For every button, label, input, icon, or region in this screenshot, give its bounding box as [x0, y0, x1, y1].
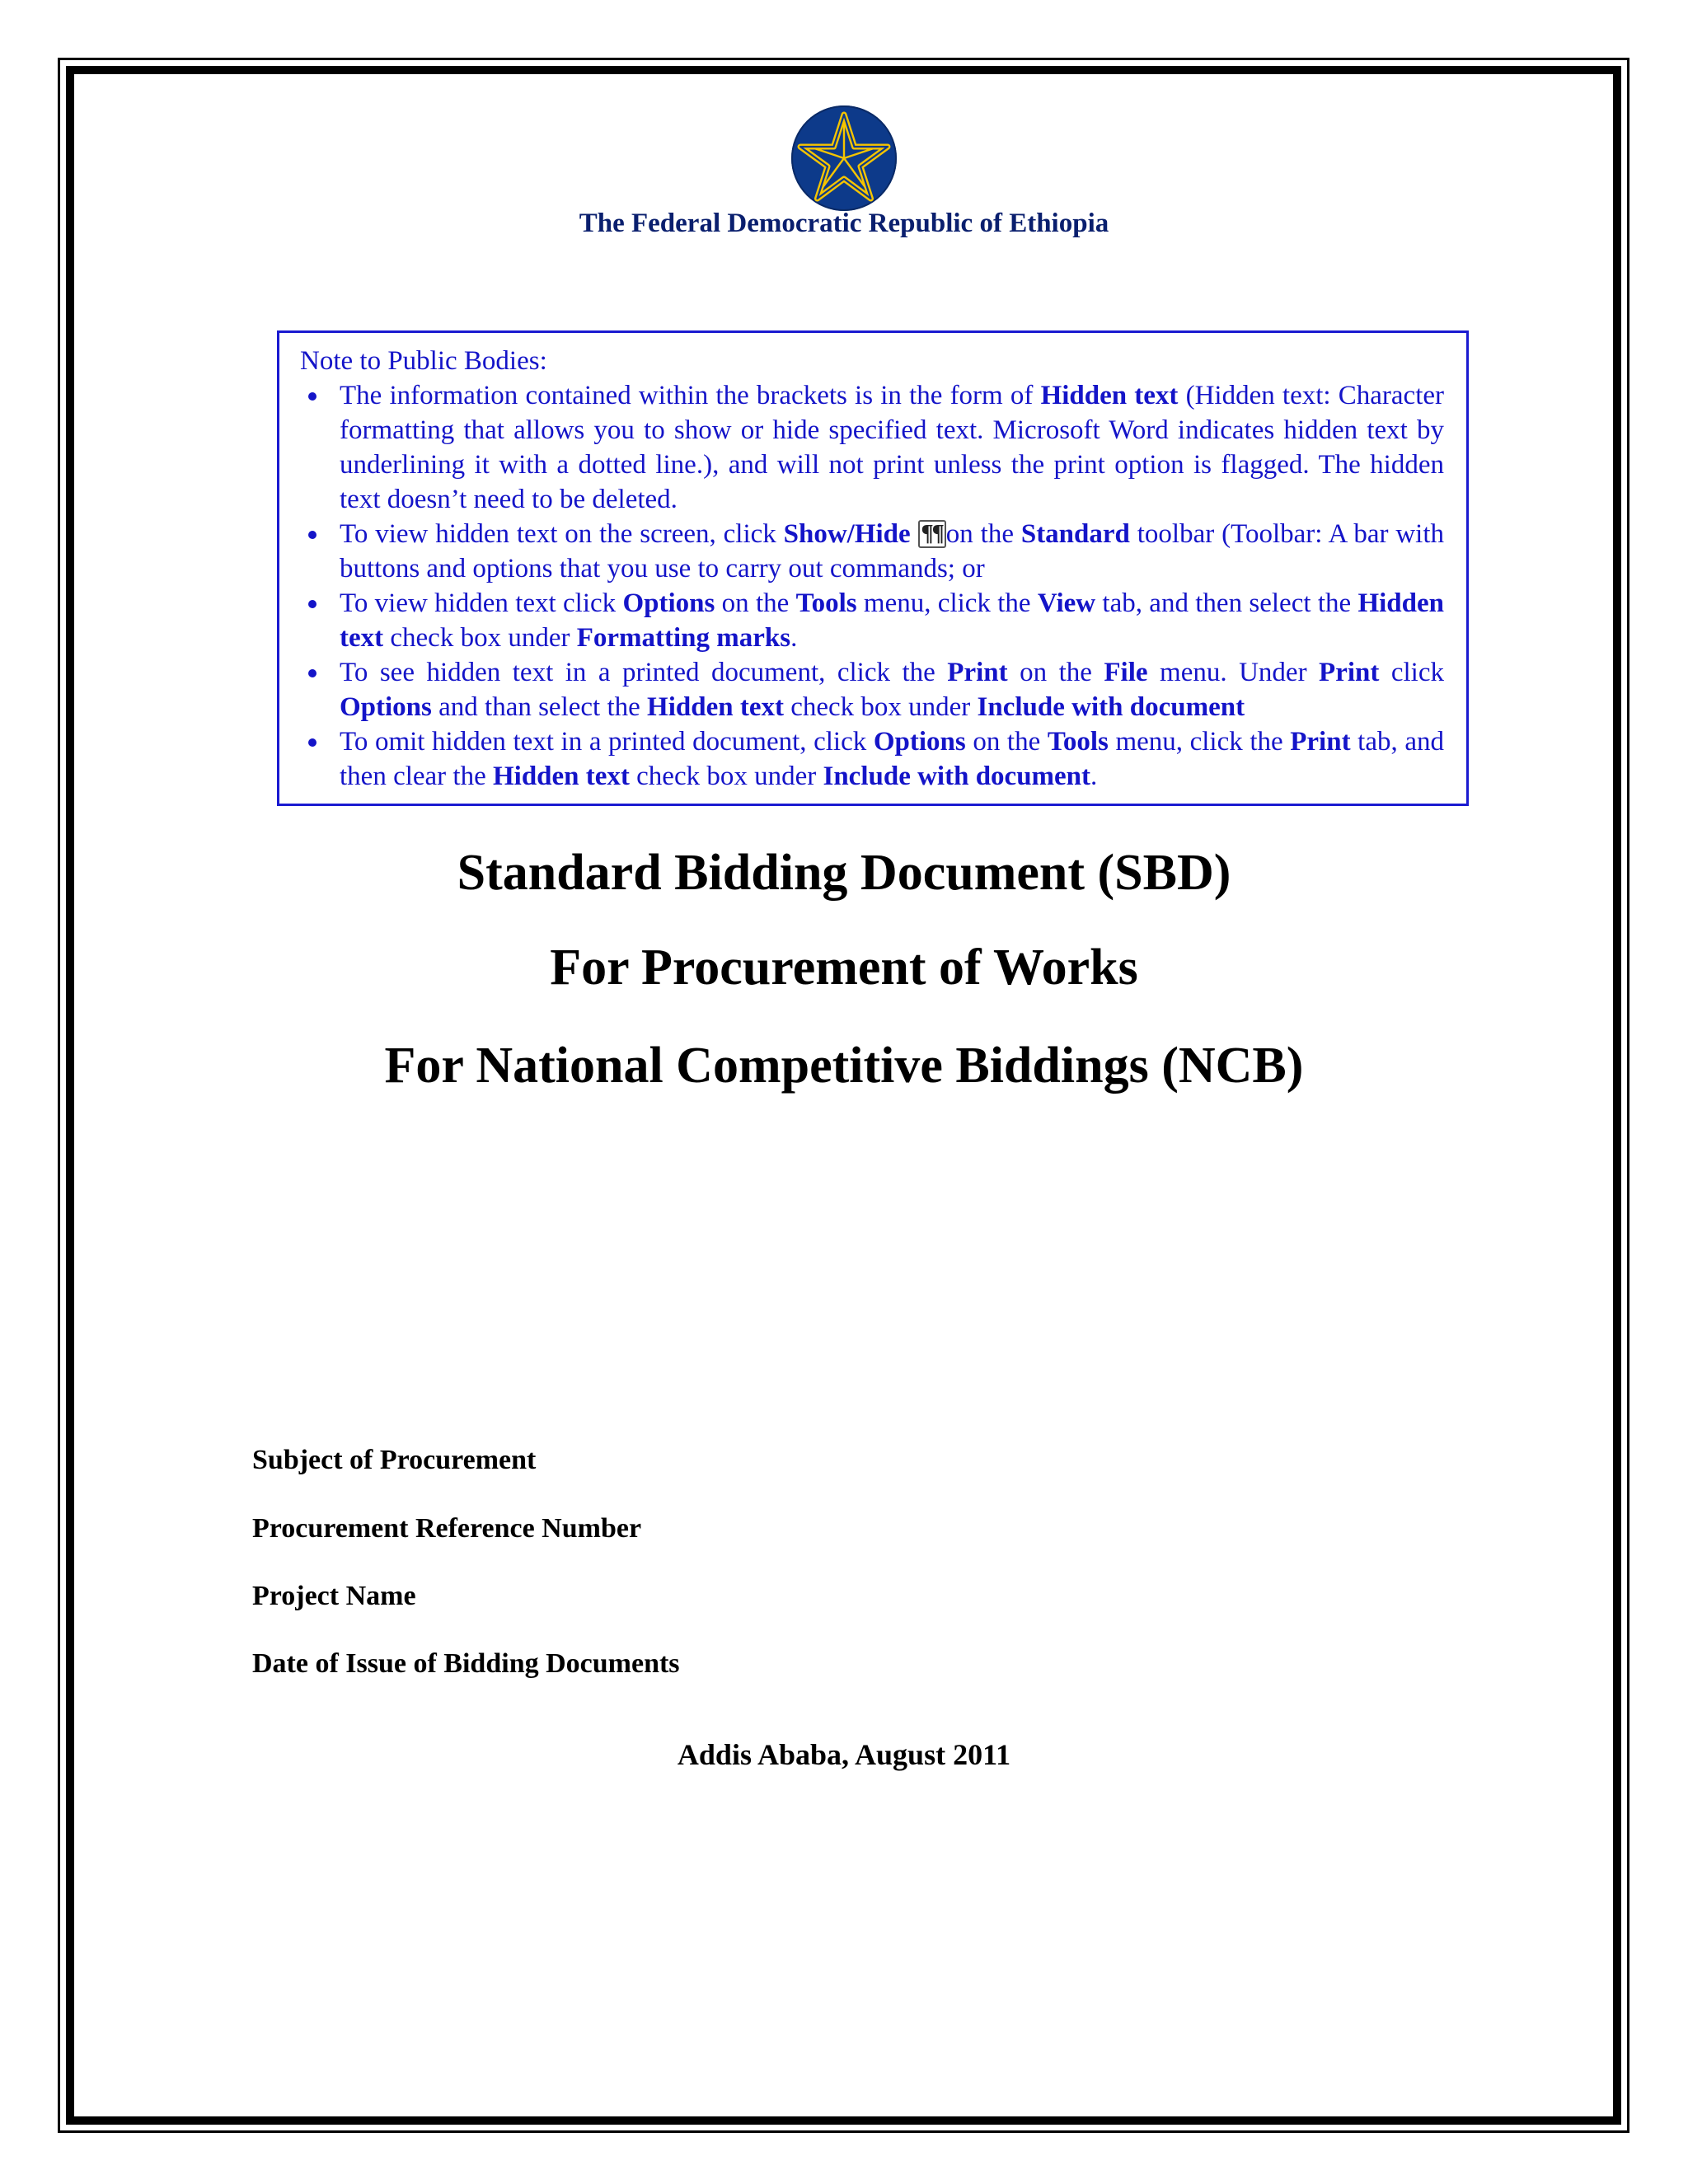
field-procurement-reference-number: Procurement Reference Number	[252, 1513, 642, 1544]
document-subtitle-ncb: For National Competitive Biddings (NCB)	[384, 1038, 1304, 1094]
show-hide-pilcrow-icon: ¶¶	[918, 520, 946, 548]
note-text: on the	[945, 519, 1021, 549]
note-emphasis: Include with document	[823, 762, 1091, 791]
note-emphasis: Formatting marks	[576, 623, 791, 653]
field-project-name: Project Name	[252, 1581, 416, 1611]
note-emphasis: Hidden text	[492, 762, 630, 791]
ethiopian-emblem-icon	[789, 103, 899, 213]
note-to-public-bodies	[277, 330, 1469, 806]
document-subtitle-works: For Procurement of Works	[550, 940, 1138, 996]
note-list	[300, 378, 1444, 794]
note-emphasis: Print	[1319, 658, 1380, 687]
note-emphasis: Options	[340, 692, 432, 722]
note-text: menu, click the	[856, 588, 1038, 618]
note-text: .	[790, 623, 798, 653]
note-text: on the	[1007, 658, 1104, 687]
note-text: toolbar (Toolbar: A bar with buttons and options that you use to carry out commands; or	[340, 519, 1444, 583]
note-emphasis: Show/Hide	[783, 519, 918, 549]
note-emphasis: Options	[873, 727, 966, 757]
note-emphasis: Include with document	[977, 692, 1245, 722]
note-emphasis: Options	[622, 588, 715, 618]
note-text: menu, click the	[1108, 727, 1291, 757]
note-emphasis: View	[1037, 588, 1096, 618]
field-date-of-issue: Date of Issue of Bidding Documents	[252, 1648, 680, 1679]
country-name: The Federal Democratic Republic of Ethiopia	[579, 209, 1109, 238]
note-text: check box under	[629, 762, 823, 791]
note-emphasis: Print	[1290, 727, 1351, 757]
note-emphasis: Tools	[795, 588, 857, 618]
note-emphasis: Print	[947, 658, 1008, 687]
note-text: and than select the	[431, 692, 648, 722]
note-text: To view hidden text on the screen, click	[340, 519, 784, 549]
note-emphasis: File	[1104, 658, 1148, 687]
note-text: check box under	[383, 623, 577, 653]
note-title: Note to Public Bodies:	[300, 346, 547, 376]
note-item	[300, 586, 1444, 655]
note-item	[300, 655, 1444, 724]
document-title: Standard Bidding Document (SBD)	[457, 845, 1231, 901]
note-text: menu. Under	[1147, 658, 1320, 687]
note-text: To see hidden text in a printed document, click the	[340, 658, 948, 687]
note-text: on the	[715, 588, 796, 618]
note-emphasis: Hidden text	[647, 692, 784, 722]
note-text: To view hidden text click	[340, 588, 623, 618]
note-item	[300, 724, 1444, 794]
note-emphasis: Hidden text	[340, 588, 1444, 653]
note-text: To omit hidden text in a printed document, click	[340, 727, 874, 757]
note-text: click	[1379, 658, 1444, 687]
note-text: check box under	[783, 692, 978, 722]
note-emphasis: Hidden text	[1040, 381, 1179, 410]
note-emphasis: Standard	[1020, 519, 1130, 549]
note-emphasis: Tools	[1047, 727, 1109, 757]
note-text: .	[1090, 762, 1098, 791]
note-text: tab, and then select the	[1095, 588, 1358, 618]
place-and-date: Addis Ababa, August 2011	[677, 1738, 1011, 1771]
note-item	[300, 378, 1444, 517]
note-item	[300, 517, 1444, 586]
note-text: tab, and then clear the	[340, 727, 1444, 791]
field-subject-of-procurement: Subject of Procurement	[252, 1445, 537, 1475]
note-text: (Hidden text: Character formatting that allows you to show or hide specified text. Microsoft Word indicates hidden text by underlining it with a dotted line.), and will not print unless the print option is flagged. The hidden text doesn’t need to be deleted.	[340, 381, 1445, 514]
note-text: The information contained within the brackets is in the form of	[340, 381, 1041, 410]
note-text: on the	[965, 727, 1048, 757]
